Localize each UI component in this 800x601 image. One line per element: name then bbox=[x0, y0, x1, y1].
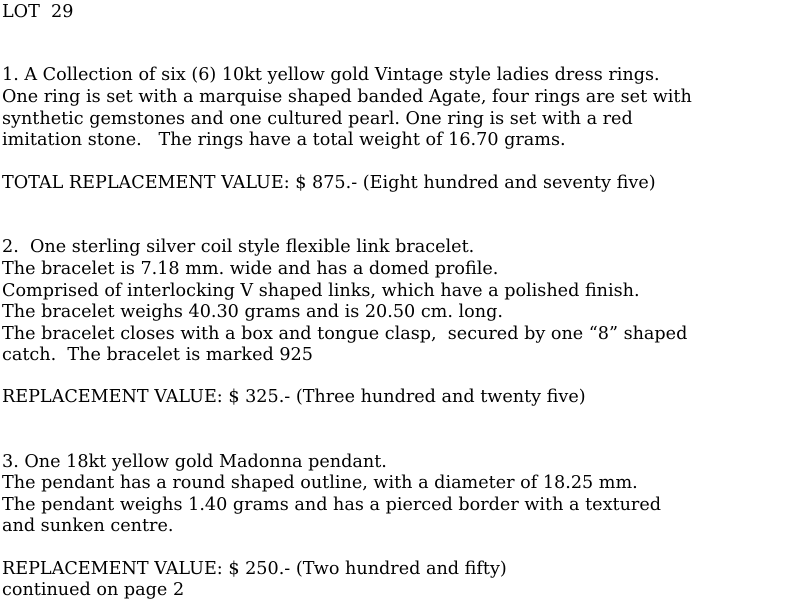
item-3-line-3: The pendant weighs 1.40 grams and has a pierced border with a textured bbox=[2, 495, 661, 515]
item-1-line-1: 1. A Collection of six (6) 10kt yellow gold Vintage style ladies dress rings. bbox=[2, 65, 660, 85]
lot-heading: LOT 29 bbox=[2, 2, 74, 22]
item-2-line-3: Comprised of interlocking V shaped links, which have a polished finish. bbox=[2, 281, 640, 301]
item-2-line-6: catch. The bracelet is marked 925 bbox=[2, 345, 313, 365]
item-1-replacement-value: TOTAL REPLACEMENT VALUE: $ 875.- (Eight hundred and seventy five) bbox=[2, 173, 656, 193]
item-2-line-2: The bracelet is 7.18 mm. wide and has a domed profile. bbox=[2, 259, 499, 279]
item-3-line-4: and sunken centre. bbox=[2, 516, 174, 536]
item-1-line-3: synthetic gemstones and one cultured pearl. One ring is set with a red bbox=[2, 109, 633, 129]
item-1-line-4: imitation stone. The rings have a total weight of 16.70 grams. bbox=[2, 130, 566, 150]
item-2-line-5: The bracelet closes with a box and tongue clasp, secured by one “8” shaped bbox=[2, 324, 688, 344]
item-1-line-2: One ring is set with a marquise shaped banded Agate, four rings are set with bbox=[2, 87, 692, 107]
item-2-line-1: 2. One sterling silver coil style flexible link bracelet. bbox=[2, 237, 475, 257]
item-3-line-2: The pendant has a round shaped outline, with a diameter of 18.25 mm. bbox=[2, 473, 638, 493]
item-2-line-4: The bracelet weighs 40.30 grams and is 20.50 cm. long. bbox=[2, 302, 503, 322]
item-2-replacement-value: REPLACEMENT VALUE: $ 325.- (Three hundred and twenty five) bbox=[2, 387, 586, 407]
item-3-replacement-value: REPLACEMENT VALUE: $ 250.- (Two hundred and fifty) bbox=[2, 559, 507, 579]
item-3-line-1: 3. One 18kt yellow gold Madonna pendant. bbox=[2, 452, 387, 472]
continuation-note: continued on page 2 bbox=[2, 580, 185, 600]
